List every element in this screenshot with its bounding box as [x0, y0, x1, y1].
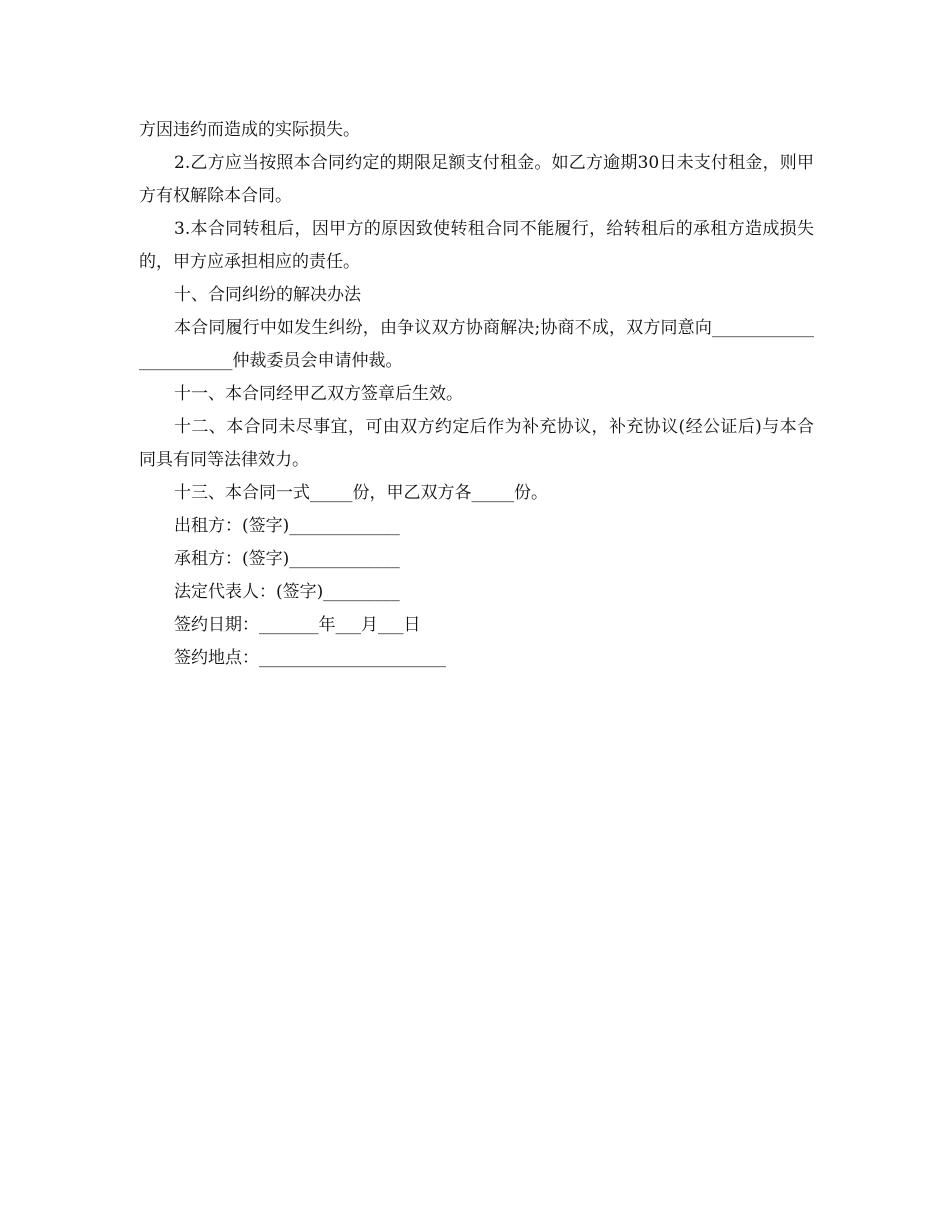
signature-lessee: 承租方：(签字)_____________ [174, 549, 400, 569]
section-supplementary-agreement: 十二、本合同未尽事宜，可由双方约定后作为补充协议，补充协议(经公证后)与本合同具有同等法律效力。 [139, 417, 814, 470]
signature-legal-representative: 法定代表人：(签字)_________ [174, 582, 400, 602]
paragraph-sublease-liability: 3.本合同转租后，因甲方的原因致使转租合同不能履行，给转租后的承租方造成损失的，甲方应承担相应的责任。 [139, 219, 814, 272]
section-heading-dispute-resolution: 十、合同纠纷的解决办法 [174, 285, 361, 305]
signature-lessor: 出租方：(签字)_____________ [174, 516, 400, 536]
paragraph-rent-payment: 2.乙方应当按照本合同约定的期限足额支付租金。如乙方逾期30日未支付租金，则甲方有权解除本合同。 [139, 153, 814, 206]
contract-body [139, 114, 814, 675]
paragraph-arbitration: 本合同履行中如发生纠纷，由争议双方协商解决;协商不成，双方同意向_______________________仲裁委员会申请仲裁。 [139, 318, 814, 371]
section-effective-clause: 十一、本合同经甲乙双方签章后生效。 [174, 384, 463, 404]
signing-date: 签约日期：_______年___月___日 [174, 615, 421, 635]
section-copies-clause: 十三、本合同一式_____份，甲乙双方各_____份。 [174, 483, 548, 503]
signing-location: 签约地点：______________________ [174, 648, 446, 668]
paragraph-loss-continuation: 方因违约而造成的实际损失。 [139, 120, 360, 140]
